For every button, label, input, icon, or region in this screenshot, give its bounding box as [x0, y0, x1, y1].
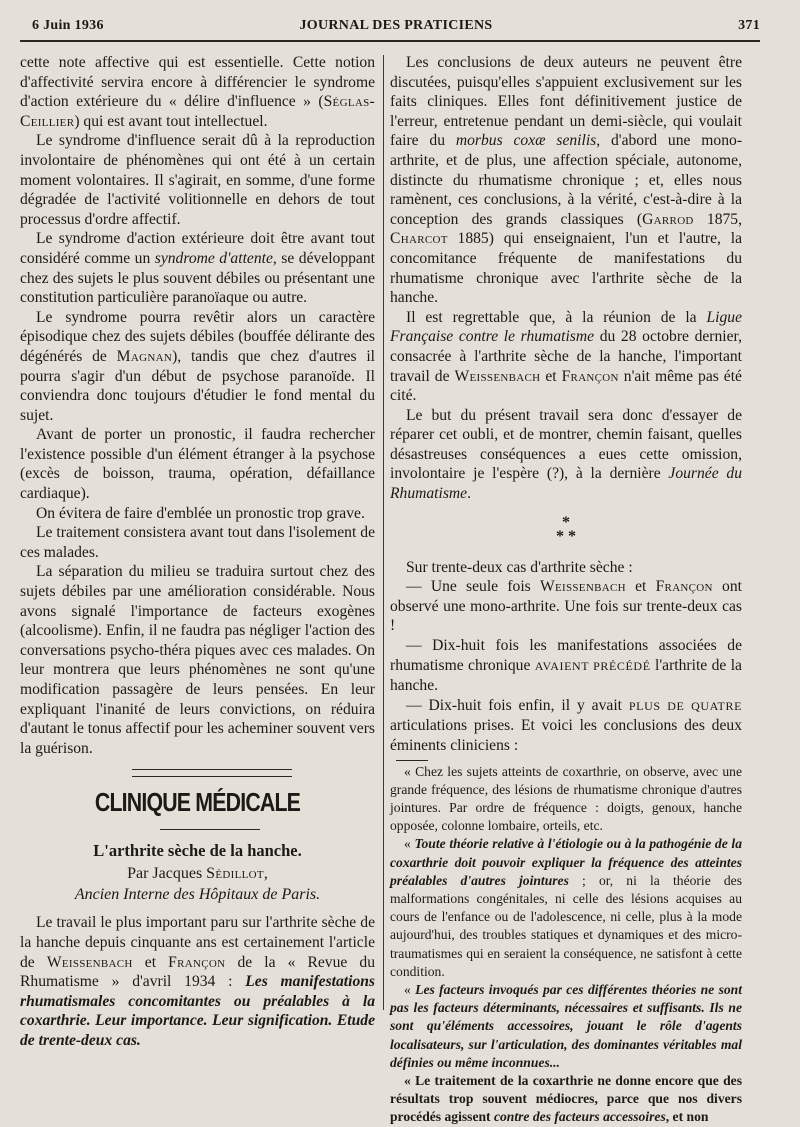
paragraph: Sur trente-deux cas d'arthrite sèche :	[406, 558, 633, 576]
author-role: Ancien Interne des Hôpitaux de Paris.	[74, 886, 321, 904]
section-title: CLINIQUE MÉDICALE	[94, 787, 301, 818]
journal-title: JOURNAL DES PRATICIENS	[299, 18, 493, 33]
quote-divider	[396, 760, 428, 761]
paragraph: On évitera de faire d'emblée un pronostic trop grave.	[36, 504, 365, 522]
paragraph: Le syndrome pourra revêtir alors un caractère épisodique chez des sujets débiles (bouffée délirante des dégénérés de Magnan), tandis que chez d'autres il pourra s'agir d'un début de psychose paranoïde. Il conviendra donc toujours d'étudier le fond mental du sujet.	[20, 308, 375, 424]
left-column	[20, 53, 375, 1051]
paragraph: Le syndrome d'action extérieure doit être avant tout considéré comme un syndrome d'attente, se développant chez des sujets le plus souvent débiles ou présentant une constitution particulière paranoïaque ou autre.	[20, 230, 375, 307]
quote-paragraph: « Chez les sujets atteints de coxarthrie, on observe, avec une grande fréquence, des lésions de rhumatisme chronique d'autres jointures. Par ordre de fréquence : doigts, genoux, hanche opposée, colonne lombaire, orteils, etc.	[390, 763, 742, 834]
paragraph: Avant de porter un pronostic, il faudra rechercher l'existence possible d'un élément étranger à la psychose (excès de boisson, trauma, opération, défaillance cardiaque).	[20, 426, 375, 503]
paragraph: La séparation du milieu se traduira surtout chez des sujets débiles par une amélioration considérable. Nous avons signalé l'importance de facteurs exogènes (alcoolisme). Enfin, il ne faudra pas négliger l'action des conversations psycho-théra piques avec ces malades. On leur montrera que leurs phénomènes ne sont qu'une modification passagère de leurs pensées. En leur expliquant l'inanité de leurs convictions, on réduira d'autant le tonus affectif pour les acheminer souvent vers la guérison.	[20, 563, 375, 757]
paragraph: — Une seule fois Weissenbach et Françon ont observé une mono-arthrite. Une fois sur trente-deux cas !	[390, 578, 742, 635]
issue-date: 6 Juin 1936	[32, 18, 104, 33]
right-column	[390, 53, 742, 1127]
quotation	[390, 763, 742, 1127]
section-divider	[132, 769, 292, 777]
paragraph: Il est regrettable que, à la réunion de la Ligue Française contre le rhumatisme du 28 octobre dernier, consacrée à l'arthrite sèche de la hanche, l'important travail de Weissenbach et Françon n'ait même pas été cité.	[390, 308, 743, 405]
paragraph: Le but du présent travail sera donc d'essayer de réparer cet oubli, et de montrer, chemin faisant, quelles désastreuses conséquences a eues cette omission, involontaire je l'espère (?), à la dernière Journée du Rhumatisme.	[390, 406, 743, 503]
article-title: L'arthrite sèche de la hanche.	[93, 841, 302, 861]
paragraph: — Dix-huit fois les manifestations associées de rhumatisme chronique AVAIENT PRÉCÉDÉ l'arthrite de la hanche.	[390, 637, 742, 695]
paragraph: Le syndrome d'influence serait dû à la reproduction involontaire de phénomènes qui ont été à un certain moment volontaires. Il s'agirait, en somme, d'une forme dégradée de l'activité volitionnelle en dehors de tout processus d'ordre affectif.	[20, 132, 375, 228]
asterism: * * *	[556, 513, 576, 545]
quote-paragraph: « Le traitement de la coxarthrie ne donne encore que des résultats trop souvent médiocres, parce que nos divers procédés agissent contre des facteurs accessoires, et non	[390, 1073, 742, 1125]
quote-paragraph: « Les facteurs invoqués par ces différentes théories ne sont pas les facteurs déterminants, nécessaires et suffisants. Ils ne sont qu'éléments accessoires, jouant le rôle d'agents localisateurs, sur l'articulation, des dominantes véritables mal définies ou même inconnues...	[390, 982, 742, 1070]
paragraph: cette note affective qui est essentielle. Cette notion d'affectivité servira encore à différencier le syndrome d'action extérieure du « délire d'influence » (Séglas-Ceillier) qui est avant tout intellectuel.	[20, 54, 375, 130]
quote-paragraph: « Toute théorie relative à l'étiologie ou à la pathogénie de la coxarthrie doit pouvoir expliquer la fréquence des atteintes préalables d'autres jointures ; or, ni la théorie des malformations congénitales, ni celle des lésions acquises au cours de l'enfance ou de l'adolescence, ni celle, plus à la mode aujourd'hui, des troubles statiques et dynamiques et des micro-traumatismes qui en seraient la conséquence, ne satisfont à cette condition.	[390, 836, 743, 979]
paragraph: — Dix-huit fois enfin, il y avait PLUS DE QUATRE articulations prises. Et voici les conclusions des deux éminents cliniciens :	[390, 696, 742, 754]
paragraph: Le travail le plus important paru sur l'arthrite sèche de la hanche depuis cinquante ans est certainement l'article de Weissenbach et Françon de la « Revue du Rhumatisme » d'avril 1934 : Les manifestations rhumatismales concomitantes ou préalables à la coxarthrie. Leur importance. Leur signification. Etude de trente-deux cas.	[20, 914, 375, 1049]
article-author: Par Jacques Sédillot,	[127, 865, 268, 883]
paragraph: Le traitement consistera avant tout dans l'isolement de ces malades.	[20, 524, 375, 561]
page-number: 371	[738, 18, 760, 33]
header-rule	[20, 40, 760, 42]
title-divider	[160, 829, 260, 830]
column-rule	[383, 55, 384, 1010]
paragraph: Les conclusions de deux auteurs ne peuvent être discutées, puisqu'elles s'appuient exclusivement sur les faits cliniques. Elles font définitivement justice de l'erreur, entretenue pendant un demi-siècle, qui voulait faire du morbus coxæ senilis, d'abord une mono-arthrite, et de plus, une affection spéciale, autonome, distincte du rhumatisme chronique ; et, elles nous ramènent, ces conclusions, à la vérité, c'est-à-dire à la conception des grands classiques (Garrod 1875, Charcot 1885) qui enseignaient, l'un et l'autre, la concomitance fréquente de manifestations du rhumatisme chronique avec l'arthrite sèche de la hanche.	[390, 54, 743, 307]
running-header	[32, 18, 760, 38]
